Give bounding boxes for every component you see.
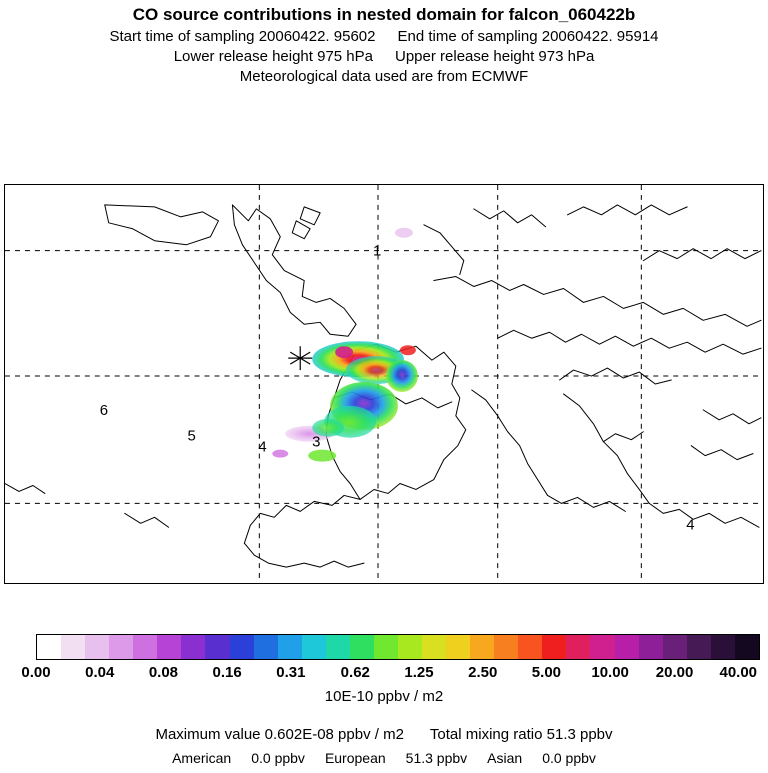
colorbar-tick-label: 0.31 [276,664,306,681]
colorbar-swatch [542,635,566,659]
colorbar-tick-label: 40.00 [719,664,758,681]
colorbar-swatch [133,635,157,659]
colorbar-tick-labels [0,664,768,684]
colorbar-swatch [37,635,61,659]
footer-contributions [0,750,768,766]
colorbar-tick-label: 0.00 [21,664,51,681]
colorbar-swatch [326,635,350,659]
colorbar-swatch [639,635,663,659]
colorbar [36,634,760,660]
map-background [5,185,763,583]
page-title: CO source contributions in nested domain for falcon_060422b [132,5,636,24]
colorbar-swatch [687,635,711,659]
american-value: 0.0 ppbv [251,750,305,766]
colorbar-units-label: 10E-10 ppbv / m2 [324,688,444,705]
european-value: 51.3 ppbv [405,750,468,766]
colorbar-swatch [254,635,278,659]
colorbar-swatch [711,635,735,659]
colorbar-swatch [302,635,326,659]
colorbar-swatch [446,635,470,659]
colorbar-swatch [181,635,205,659]
colorbar-tick-label: 0.16 [212,664,242,681]
map-label-4a: 4 [258,438,267,456]
lower-release-height-label: Lower release height 975 hPa [173,48,373,65]
colorbar-tick-label: 0.62 [340,664,370,681]
end-time-label: End time of sampling 20060422. 95914 [397,28,659,45]
colorbar-tick-label: 5.00 [531,664,562,681]
sampling-time-line [0,28,768,45]
colorbar-swatch [422,635,446,659]
colorbar-swatch [61,635,85,659]
american-label: American [172,750,232,766]
release-height-line [0,48,768,65]
colorbar-tick-label: 0.08 [148,664,179,681]
colorbar-swatch [109,635,133,659]
start-time-label: Start time of sampling 20060422. 95602 [109,28,376,45]
colorbar-swatch [518,635,542,659]
map-label-3: 3 [312,433,321,451]
map-label-6: 6 [99,401,109,419]
met-data-label: Meteorological data used are from ECMWF [239,68,529,85]
upper-release-height-label: Upper release height 973 hPa [395,48,595,65]
colorbar-tick-label: 1.25 [404,664,434,681]
colorbar-swatch [350,635,374,659]
map-label-1: 1 [373,242,382,260]
max-value-label: Maximum value 0.602E-08 ppbv / m2 [155,726,404,743]
colorbar-swatch [278,635,302,659]
asian-label: Asian [487,750,523,766]
colorbar-tick-label: 0.04 [85,664,115,681]
colorbar-swatch [566,635,590,659]
footer-summary [0,726,768,743]
colorbar-swatch [494,635,518,659]
colorbar-tick-label: 10.00 [591,664,629,681]
colorbar-swatch [590,635,614,659]
map-label-5: 5 [187,427,196,445]
colorbar-tick-label: 2.50 [468,664,498,681]
map-panel [4,184,764,584]
colorbar-swatch [374,635,398,659]
total-mixing-ratio-label: Total mixing ratio 51.3 ppbv [429,726,613,743]
colorbar-swatch [85,635,109,659]
colorbar-swatch [735,635,759,659]
map-label-4b: 4 [686,516,695,534]
colorbar-swatch [230,635,254,659]
european-label: European [324,750,386,766]
colorbar-swatch [157,635,181,659]
map-canvas [5,185,763,583]
colorbar-swatch [615,635,639,659]
colorbar-swatch [205,635,229,659]
colorbar-swatch [470,635,494,659]
asian-value: 0.0 ppbv [542,750,596,766]
colorbar-swatch [398,635,422,659]
colorbar-tick-label: 20.00 [655,664,694,681]
colorbar-swatch [663,635,687,659]
